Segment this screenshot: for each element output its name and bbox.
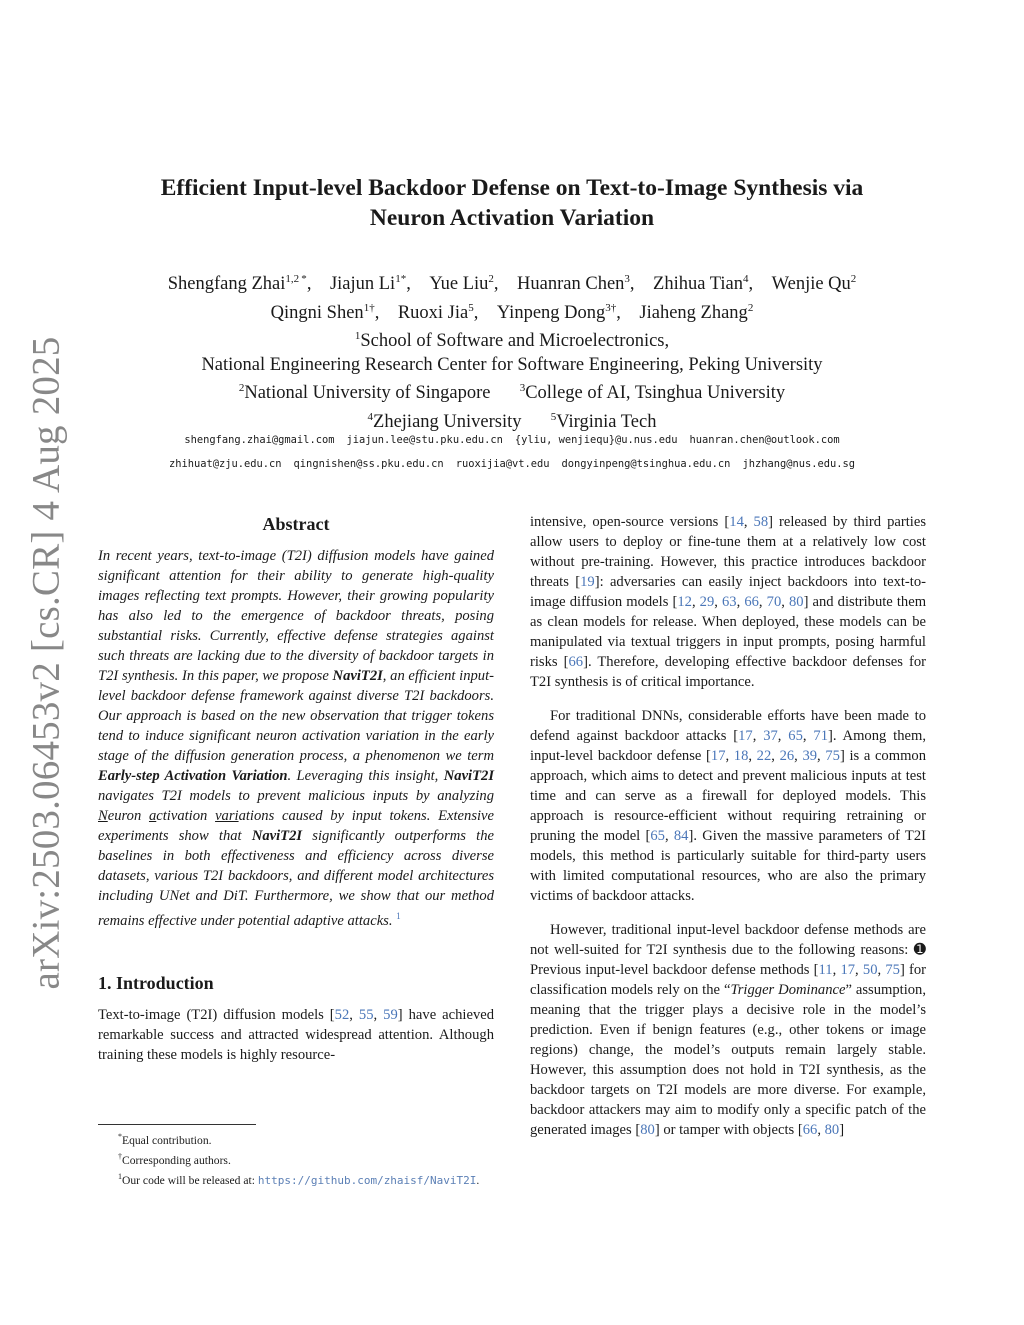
author-name: Yinpeng Dong$^{3\dagger}$ <box>496 301 617 323</box>
citation[interactable]: 14 <box>729 514 744 530</box>
abstract-heading: Abstract <box>262 514 330 534</box>
citation[interactable]: 70 <box>766 594 782 610</box>
footnote-corresponding: †Corresponding authors. <box>118 1151 231 1167</box>
email-address[interactable]: jhzhang@nus.edu.sg <box>742 458 856 470</box>
citation[interactable]: 55 <box>358 1006 374 1023</box>
citation[interactable]: 17 <box>840 962 856 978</box>
title-line-1: Efficient Input-level Backdoor Defense on Text-to-Image Synthesis via <box>160 175 864 201</box>
footnote-rule <box>98 1124 256 1125</box>
email-address[interactable]: ruoxijia@vt.edu <box>455 458 550 470</box>
abstract-body: In recent years, text-to-image (T2I) diffusion models have gained significant attention for their ability to generate high-quality images reflecting text prompts. However, their growing popularity has also led to the emergence of backdoor threats, posing substantial risks. Currently, effective defense strategies against such threats are lacking due to the diversity of backdoor targets in T2I synthesis. In this paper, we propose NaviT2I, an efficient input-level backdoor defense framework against diverse T2I backdoors. Our approach is based on the new observation that trigger tokens tend to induce significant neuron activation variation in the early stage of the diffusion generation process, a phenomenon we term Early-step Activation Variation. Leveraging this insight, NaviT2I navigates T2I models to prevent malicious inputs by analyzing Neuron activation variations caused by input tokens. Extensive experiments show that NaviT2I significantly outperforms the baselines in both effectiveness and efficiency across diverse datasets, various T2I backdoors, and different model architectures including UNet and DiT. Furthermore, we show that our method remains effective under potential adaptive attacks. $^1$ <box>98 548 495 929</box>
citation[interactable]: 50 <box>862 962 878 978</box>
citation[interactable]: 66 <box>744 594 759 610</box>
arxiv-sidebar <box>16 335 76 990</box>
email-address[interactable]: huanran.chen@outlook.com <box>689 434 840 446</box>
footnotes <box>98 1124 494 1189</box>
citation[interactable]: 71 <box>813 728 828 744</box>
citation[interactable]: 65 <box>650 828 665 844</box>
citation[interactable]: 80 <box>788 594 804 610</box>
citation[interactable]: 26 <box>779 748 795 764</box>
citation[interactable]: 80 <box>824 1122 840 1138</box>
citation[interactable]: 80 <box>640 1122 655 1138</box>
author-name: Wenjie Qu$^2$ <box>771 273 857 295</box>
email-address[interactable]: shengfang.zhai@gmail.com <box>184 434 335 446</box>
emphasis: Trigger Dominance <box>730 982 846 998</box>
email-address[interactable]: qingnishen@ss.pku.edu.cn <box>293 458 444 470</box>
author-name: Qingni Shen$^{1\dagger}$ <box>270 301 375 323</box>
author-line-2: Qingni Shen$^{1\dagger}$, Ruoxi Jia$^5$, Yinpeng Dong$^{3\dagger}$, Jiaheng Zhang$^2$ <box>270 301 754 323</box>
citation[interactable]: 63 <box>722 594 737 610</box>
citation[interactable]: 18 <box>733 748 749 764</box>
citation[interactable]: 84 <box>673 828 689 844</box>
author-name: Yue Liu$^2$ <box>429 273 494 295</box>
author-line-1: Shengfang Zhai$^{1,2 *}$, Jiajun $Li^{1*}$, Yue Liu$^2$, Huanran Chen$^3$, Zhihua Tian$^4$, Wenjie Qu$^2$ <box>167 273 857 295</box>
footnote-equal-contribution: *Equal contribution. <box>118 1132 212 1147</box>
citation[interactable]: 11 <box>818 962 833 978</box>
author-name: Ruoxi Jia$^5$ <box>397 301 474 323</box>
citation[interactable]: 37 <box>763 728 778 744</box>
citation[interactable]: 12 <box>677 594 692 610</box>
citation[interactable]: 17 <box>710 748 726 764</box>
author-block <box>100 268 924 435</box>
footnote-code: $^1$Our code will be released at: https://github.com/zhaisf/NaviT2I. <box>118 1171 480 1187</box>
email-address[interactable]: dongyinpeng@tsinghua.edu.cn <box>561 458 731 470</box>
email-address[interactable]: {yliu, wenjiequ}@u.nus.edu <box>514 434 678 446</box>
arxiv-identifier: arXiv:2503.06453v2 [cs.CR] 4 Aug 2025 <box>24 335 68 990</box>
citation[interactable]: 75 <box>885 962 900 978</box>
citation[interactable]: 39 <box>802 748 818 764</box>
affiliation-1b: National Engineering Research Center for Software Engineering, Peking University <box>201 354 823 375</box>
citation[interactable]: 19 <box>580 574 595 590</box>
author-name: Jiaheng Zhang$^2$ <box>639 301 754 323</box>
affiliation-2-3: $^2$National University of Singapore $^3$College of AI, Tsinghua University <box>238 382 786 404</box>
footnote-ref-1[interactable]: 1 <box>396 911 401 921</box>
right-paragraph-2: For traditional DNNs, considerable efforts have been made to defend against backdoor attacks [17, 37, 65, 71]. Among them, input-level backdoor defense [17, 18, 22, 26, 39, 75] is a common approach, which aims to detect and prevent malicious inputs at test time and can serve as a firewall for deployed models. This approach is resource-efficient without requiring retraining or pruning the model [65, 84]. Given the massive parameters of T2I models, this method is particularly suitable for third-party users with limited computational resources, who are also the primary victims of backdoor attacks. <box>530 708 927 904</box>
citation[interactable]: 58 <box>753 514 769 530</box>
email-address[interactable]: jiajun.lee@stu.pku.edu.cn <box>346 434 503 446</box>
intro-heading: 1. Introduction <box>98 972 214 993</box>
citation[interactable]: 52 <box>334 1006 350 1023</box>
citation[interactable]: 29 <box>699 594 715 610</box>
email-row-2 <box>100 452 924 476</box>
author-name: Huanran Chen$^3$ <box>517 273 630 295</box>
author-name: Jiajun $Li^{1*}$ <box>329 273 407 295</box>
paper-title <box>100 173 924 233</box>
citation[interactable]: 75 <box>825 748 840 764</box>
email-block <box>100 428 924 476</box>
citation[interactable]: 66 <box>568 654 584 670</box>
left-column <box>98 512 494 1065</box>
author-name: Zhihua Tian$^4$ <box>653 273 749 295</box>
github-link[interactable]: https://github.com/zhaisf/NaviT2I <box>257 1173 477 1187</box>
citation[interactable]: 65 <box>788 728 803 744</box>
citation[interactable]: 17 <box>738 728 753 744</box>
affiliation-4-5: $^4$Zhejiang University $^5$Virginia Tech <box>367 411 657 433</box>
email-address[interactable]: zhihuat@zju.edu.cn <box>168 458 282 470</box>
citation[interactable]: 66 <box>802 1122 818 1138</box>
citation[interactable]: 22 <box>756 748 772 764</box>
author-name: Shengfang Zhai$^{1,2 *}$ <box>167 273 307 295</box>
citation[interactable]: 59 <box>383 1006 398 1023</box>
right-column <box>530 512 926 1140</box>
title-line-2: Neuron Activation Variation <box>369 205 655 231</box>
right-paragraph-3: However, traditional input-level backdoor defense methods are not well-suited for T2I synthesis due to the following reasons: ➊ Previous input-level backdoor defense methods [11, 17, 50, 75] for classification models rely on the “Trigger Dominance” assumption, meaning that the trigger plays a decisive role in the model’s prediction. Even if benign features (e.g., other tokens or image regions) change, the model’s outputs remain largely stable. However, this assumption does not hold in T2I synthesis, as the backdoor targets on T2I models are more diverse. For example, backdoor attackers may aim to modify only a specific patch of the generated images [80] or tamper with objects [66, 80] <box>530 922 927 1138</box>
intro-paragraph: Text-to-image (T2I) diffusion models [52, 55, 59] have achieved remarkable success and attracted widespread attention. Although training these models is highly resource- <box>98 1006 495 1063</box>
email-row-1 <box>100 428 924 452</box>
affiliation-1: $^1$School of Software and Microelectronics, <box>354 330 670 352</box>
right-paragraph-1: intensive, open-source versions [14, 58] released by third parties allow users to deploy or fine-tune them at a relatively low cost without pre-training. However, this practice introduces backdoor threats [19]: adversaries can easily inject backdoors into text-to-image diffusion models [12, 29, 63, 66, 70, 80] and distribute them as clean models for release. When deployed, these models can be manipulated via textual triggers in input prompts, posing harmful risks [66]. Therefore, developing effective backdoor defenses for T2I synthesis is of critical importance. <box>530 514 927 690</box>
